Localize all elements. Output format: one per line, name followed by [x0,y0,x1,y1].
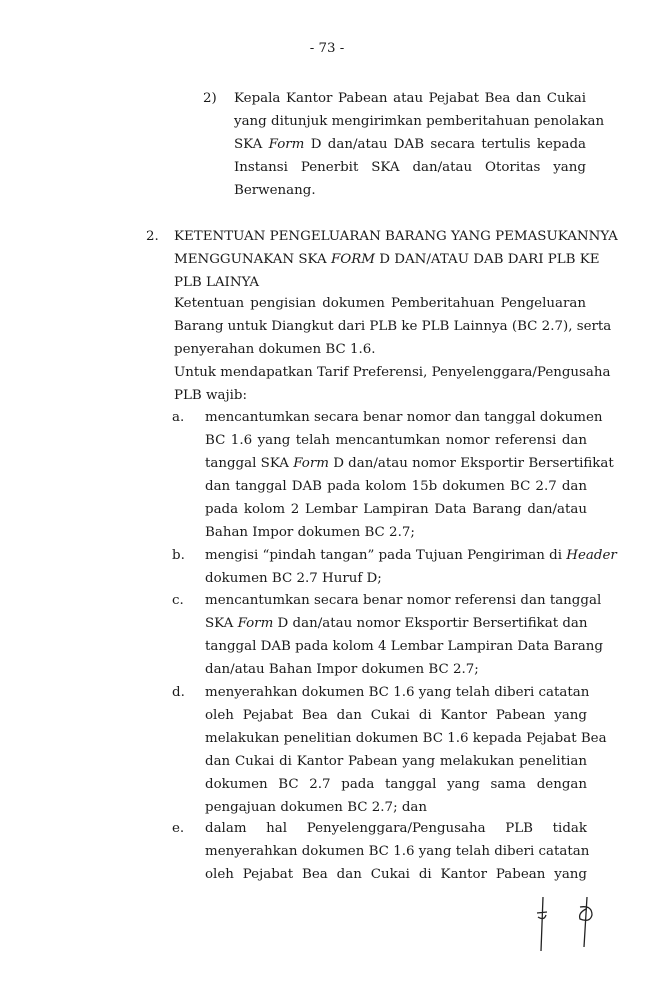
text-line [234,179,586,202]
text-run: pengajuan dokumen BC 2.7; dan [205,800,428,815]
text-run: Bahan Impor dokumen BC 2.7; [205,525,415,540]
text-line [174,271,586,294]
text-line [205,589,602,612]
text-run: SKA [205,616,238,631]
text-run: Untuk mendapatkan Tarif Preferensi, Penyelenggara/Pengusaha [174,365,611,380]
text-line [174,338,586,361]
text-line [234,156,586,179]
text-run: mengisi “pindah tangan” pada Tujuan Pengiriman di [205,548,567,563]
text-line [174,225,618,248]
text-line [205,750,587,773]
text-run: dan tanggal DAB pada kolom 15b dokumen BC 2.7 dan [205,479,587,494]
text-run: tanggal DAB pada kolom 4 Lembar Lampiran Data Barang [205,639,603,654]
list-item-label: e. [172,821,185,836]
text-run: menyerahkan dokumen BC 1.6 yang telah diberi catatan [205,685,590,700]
text-line [174,361,611,384]
text-line [205,796,587,819]
italic-term: Form [293,456,329,471]
signature-initials [530,895,610,955]
text-run: pada kolom 2 Lembar Lampiran Data Barang dan/atau [205,502,587,517]
text-run: Kepala Kantor Pabean atau Pejabat Bea dan Cukai [234,91,586,106]
text-line [205,840,590,863]
text-run: mencantumkan secara benar nomor referensi dan tanggal [205,593,602,608]
list-item-text [205,681,607,819]
text-run: PLB wajib: [174,388,247,403]
text-line [205,521,587,544]
section-label: 2. [146,229,159,244]
section-paragraph [174,292,612,361]
italic-term: Form [268,137,305,152]
text-run: D dan/atau DAB secara tertulis kepada [304,137,587,152]
list-item-text [205,406,614,544]
list-item-text [205,817,590,886]
page-number: - 73 - [309,41,345,56]
italic-term: FORM [330,252,375,267]
text-run: Barang untuk Diangkut dari PLB ke PLB Lainnya (BC 2.7), serta [174,319,612,334]
text-run: mencantumkan secara benar nomor dan tanggal dokumen [205,410,603,425]
text-run: dokumen BC 2.7 pada tanggal yang sama dengan [205,777,587,792]
text-line [205,429,587,452]
text-run: oleh Pejabat Bea dan Cukai di Kantor Pabean yang [205,708,587,723]
text-run: penyerahan dokumen BC 1.6. [174,342,376,357]
text-run: D dan/atau nomor Eksportir Bersertifikat [328,456,614,471]
text-line [205,567,587,590]
text-line [234,87,586,110]
text-run: dalam hal Penyelenggara/Pengusaha PLB tidak [205,821,587,836]
text-line [205,773,587,796]
text-line [205,817,587,840]
list-item-label: d. [172,685,185,700]
text-line [205,406,603,429]
text-line [205,658,587,681]
list-item-label: b. [172,548,185,563]
text-run: yang ditunjuk mengirimkan pemberitahuan penolakan [234,114,605,129]
text-run: dan Cukai di Kantor Pabean yang melakukan penelitian [205,754,587,769]
text-run: BC 1.6 yang telah mencantumkan nomor referensi dan [205,433,587,448]
text-line [174,315,612,338]
text-line [174,384,586,407]
text-line [205,704,587,727]
text-line [205,498,587,521]
text-run: menyerahkan dokumen BC 1.6 yang telah diberi catatan [205,844,590,859]
text-run: KETENTUAN PENGELUARAN BARANG YANG PEMASUKANNYA [174,229,618,244]
text-run: dokumen BC 2.7 Huruf D; [205,571,382,586]
text-run: SKA [234,137,269,152]
italic-term: Form [237,616,274,631]
text-line [205,544,617,567]
text-run: MENGGUNAKAN SKA [174,252,331,267]
sub-item-label: 2) [203,91,217,106]
text-run: Berwenang. [234,183,316,198]
text-line [205,727,607,750]
text-run: Ketentuan pengisian dokumen Pemberitahuan Pengeluaran [174,296,586,311]
italic-term: Header [566,548,617,563]
section-heading [174,225,618,294]
text-line [234,133,586,156]
text-run: tanggal SKA [205,456,294,471]
text-run: melakukan penelitian dokumen BC 1.6 kepada Pejabat Bea [205,731,607,746]
text-line [234,110,605,133]
list-item-text [205,544,617,590]
list-item-label: a. [172,410,185,425]
text-line [174,292,586,315]
text-line [174,248,600,271]
sub-item-2-text [234,87,605,202]
list-item-label: c. [172,593,184,608]
text-run: dan/atau Bahan Impor dokumen BC 2.7; [205,662,479,677]
text-line [205,635,603,658]
text-line [205,475,587,498]
text-line [205,612,587,635]
text-run: oleh Pejabat Bea dan Cukai di Kantor Pabean yang [205,867,587,882]
text-line [205,681,590,704]
text-run: PLB LAINYA [174,275,260,290]
text-line [205,863,587,886]
text-line [205,452,614,475]
list-item-text [205,589,603,681]
text-run: D DAN/ATAU DAB DARI PLB KE [375,252,600,267]
section-paragraph [174,361,611,407]
text-run: Instansi Penerbit SKA dan/atau Otoritas yang [234,160,586,175]
text-run: D dan/atau nomor Eksportir Bersertifikat dan [273,616,588,631]
